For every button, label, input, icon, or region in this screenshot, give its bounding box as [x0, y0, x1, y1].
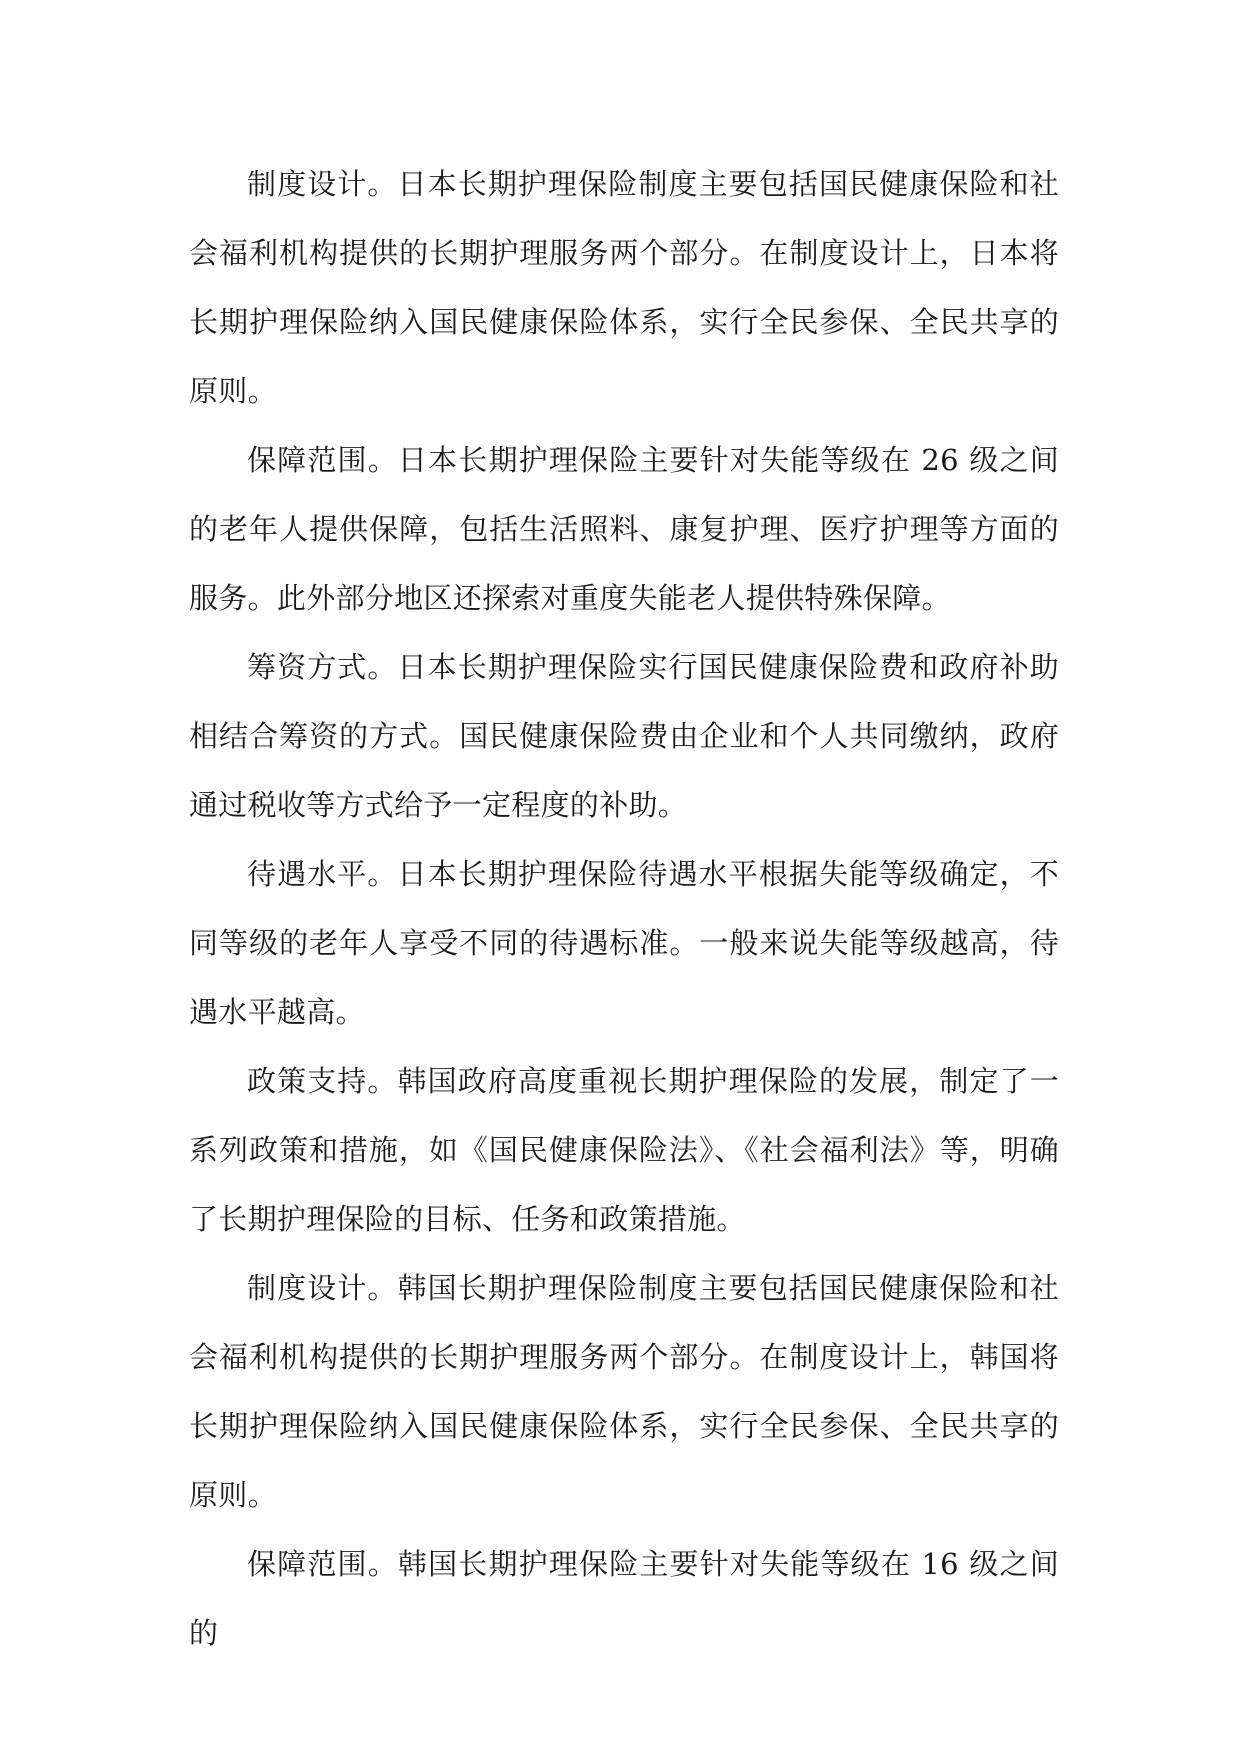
body-text [189, 150, 1059, 1668]
paragraph-japan-funding: 筹资方式。日本长期护理保险实行国民健康保险费和政府补助相结合筹资的方式。国民健康保险费由企业和个人共同缴纳，政府通过税收等方式给予一定程度的补助。 [189, 650, 1059, 822]
paragraph-japan-coverage: 保障范围。日本长期护理保险主要针对失能等级在 26 级之间的老年人提供保障，包括生活照料、康复护理、医疗护理等方面的服务。此外部分地区还探索对重度失能老人提供特殊保障。 [189, 443, 1059, 615]
paragraph-korea-system-design: 制度设计。韩国长期护理保险制度主要包括国民健康保险和社会福利机构提供的长期护理服务两个部分。在制度设计上，韩国将长期护理保险纳入国民健康保险体系，实行全民参保、全民共享的原则。 [189, 1271, 1059, 1512]
paragraph-korea-coverage: 保障范围。韩国长期护理保险主要针对失能等级在 16 级之间的 [189, 1547, 1059, 1650]
paragraph-japan-benefit-level: 待遇水平。日本长期护理保险待遇水平根据失能等级确定，不同等级的老年人享受不同的待遇标准。一般来说失能等级越高，待遇水平越高。 [189, 857, 1059, 1029]
paragraph-japan-system-design: 制度设计。日本长期护理保险制度主要包括国民健康保险和社会福利机构提供的长期护理服务两个部分。在制度设计上，日本将长期护理保险纳入国民健康保险体系，实行全民参保、全民共享的原则。 [189, 167, 1059, 408]
paragraph-korea-policy-support: 政策支持。韩国政府高度重视长期护理保险的发展，制定了一系列政策和措施，如《国民健康保险法》、《社会福利法》等，明确了长期护理保险的目标、任务和政策措施。 [189, 1064, 1059, 1236]
